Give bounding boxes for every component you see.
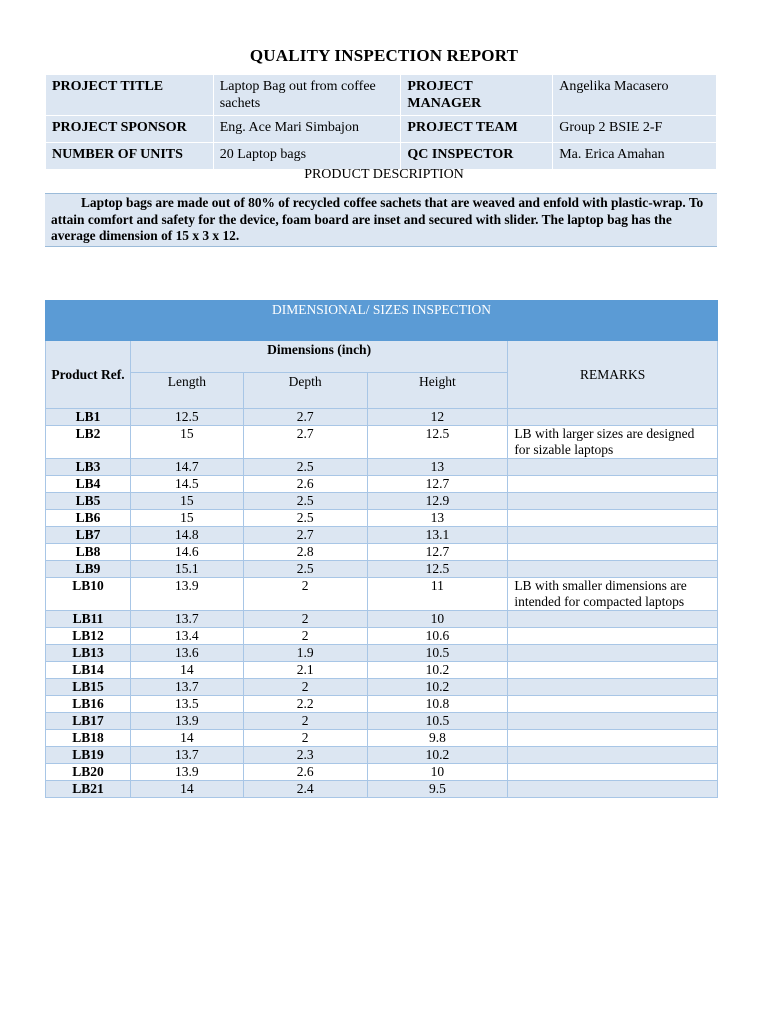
cell-remarks [508,459,718,476]
cell-length: 13.7 [130,679,243,696]
cell-remarks [508,628,718,645]
cell-ref: LB19 [46,747,131,764]
table-row [46,544,718,561]
cell-length: 13.9 [130,713,243,730]
project-sponsor-label: PROJECT SPONSOR [46,116,214,143]
table-row [46,662,718,679]
cell-ref: LB3 [46,459,131,476]
cell-height: 12.5 [367,561,508,578]
cell-remarks [508,409,718,426]
cell-depth: 2.6 [243,764,367,781]
cell-height: 10 [367,764,508,781]
table-row [46,781,718,798]
cell-height: 10.6 [367,628,508,645]
remarks-header: REMARKS [508,341,718,409]
inspection-banner: DIMENSIONAL/ SIZES INSPECTION [46,301,718,341]
cell-remarks [508,544,718,561]
project-manager-label: PROJECT MANAGER [401,75,553,116]
cell-height: 9.8 [367,730,508,747]
cell-length: 13.4 [130,628,243,645]
cell-ref: LB14 [46,662,131,679]
cell-height: 10.5 [367,713,508,730]
cell-depth: 2.1 [243,662,367,679]
info-row-title [46,75,717,116]
cell-height: 12 [367,409,508,426]
dimensions-header: Dimensions (inch) [130,341,507,373]
qc-inspector-label: QC INSPECTOR [401,143,553,170]
depth-header: Depth [243,373,367,409]
cell-length: 12.5 [130,409,243,426]
cell-ref: LB6 [46,510,131,527]
cell-height: 10.2 [367,662,508,679]
cell-height: 10.2 [367,747,508,764]
cell-depth: 2.5 [243,510,367,527]
table-row [46,628,718,645]
cell-length: 15 [130,510,243,527]
table-row [46,527,718,544]
cell-depth: 2.6 [243,476,367,493]
cell-depth: 2.7 [243,409,367,426]
cell-depth: 2 [243,611,367,628]
cell-ref: LB18 [46,730,131,747]
project-sponsor-value: Eng. Ace Mari Simbajon [213,116,401,143]
project-team-label: PROJECT TEAM [401,116,553,143]
cell-length: 15 [130,493,243,510]
cell-length: 14.8 [130,527,243,544]
table-row [46,578,718,611]
cell-remarks [508,561,718,578]
cell-remarks: LB with larger sizes are designed for sizable laptops [508,426,718,459]
qc-inspector-value: Ma. Erica Amahan [553,143,717,170]
table-row [46,645,718,662]
cell-length: 15 [130,426,243,459]
cell-remarks: LB with smaller dimensions are intended for compacted laptops [508,578,718,611]
cell-depth: 1.9 [243,645,367,662]
cell-depth: 2 [243,628,367,645]
cell-height: 10 [367,611,508,628]
table-row [46,493,718,510]
table-row [46,510,718,527]
cell-depth: 2.3 [243,747,367,764]
cell-remarks [508,764,718,781]
cell-remarks [508,493,718,510]
cell-ref: LB1 [46,409,131,426]
cell-ref: LB20 [46,764,131,781]
cell-length: 13.7 [130,611,243,628]
length-header: Length [130,373,243,409]
table-row [46,764,718,781]
cell-height: 12.5 [367,426,508,459]
units-label: NUMBER OF UNITS [46,143,214,170]
cell-depth: 2.7 [243,527,367,544]
cell-depth: 2 [243,679,367,696]
cell-depth: 2 [243,730,367,747]
cell-remarks [508,696,718,713]
units-value: 20 Laptop bags [213,143,401,170]
project-info-table [45,74,717,170]
height-header: Height [367,373,508,409]
project-title-label: PROJECT TITLE [46,75,214,116]
cell-height: 12.9 [367,493,508,510]
table-row [46,713,718,730]
cell-remarks [508,611,718,628]
cell-depth: 2.5 [243,561,367,578]
table-row [46,426,718,459]
cell-height: 12.7 [367,544,508,561]
cell-depth: 2.8 [243,544,367,561]
cell-remarks [508,645,718,662]
cell-length: 13.9 [130,578,243,611]
cell-length: 13.9 [130,764,243,781]
header-row [46,341,718,373]
cell-remarks [508,662,718,679]
table-row [46,730,718,747]
cell-remarks [508,476,718,493]
cell-ref: LB12 [46,628,131,645]
table-row [46,476,718,493]
cell-ref: LB13 [46,645,131,662]
table-row [46,561,718,578]
table-row [46,679,718,696]
product-description-box [45,193,717,247]
cell-ref: LB21 [46,781,131,798]
cell-remarks [508,713,718,730]
cell-height: 11 [367,578,508,611]
cell-depth: 2 [243,578,367,611]
info-row-units [46,143,717,170]
inspection-rows [46,409,718,798]
cell-remarks [508,527,718,544]
cell-depth: 2 [243,713,367,730]
cell-length: 13.7 [130,747,243,764]
inspection-table [45,300,718,798]
cell-height: 13 [367,459,508,476]
cell-length: 13.5 [130,696,243,713]
cell-remarks [508,510,718,527]
cell-height: 10.5 [367,645,508,662]
cell-depth: 2.4 [243,781,367,798]
project-title-value: Laptop Bag out from coffee sachets [213,75,401,116]
cell-length: 14.7 [130,459,243,476]
cell-height: 12.7 [367,476,508,493]
cell-ref: LB10 [46,578,131,611]
table-row [46,459,718,476]
cell-ref: LB2 [46,426,131,459]
cell-ref: LB5 [46,493,131,510]
cell-height: 13 [367,510,508,527]
table-row [46,611,718,628]
table-row [46,409,718,426]
cell-depth: 2.7 [243,426,367,459]
inspection-banner-row [46,301,718,341]
cell-remarks [508,679,718,696]
cell-length: 14 [130,781,243,798]
cell-height: 9.5 [367,781,508,798]
report-title: QUALITY INSPECTION REPORT [249,46,519,65]
cell-depth: 2.5 [243,493,367,510]
cell-depth: 2.5 [243,459,367,476]
project-manager-value: Angelika Macasero [553,75,717,116]
cell-length: 14.5 [130,476,243,493]
table-row [46,747,718,764]
cell-ref: LB8 [46,544,131,561]
project-team-value: Group 2 BSIE 2-F [553,116,717,143]
product-ref-header: Product Ref. [46,341,131,409]
cell-ref: LB16 [46,696,131,713]
product-description-text: Laptop bags are made out of 80% of recycled coffee sachets that are weaved and enfold with plastic-wrap. To attain comfort and safety for the device, foam board are inset and secured with slider. The laptop bag has the average dimension of 15 x 3 x 12. [51,195,704,243]
product-description-heading: PRODUCT DESCRIPTION [304,167,464,182]
cell-ref: LB17 [46,713,131,730]
cell-length: 13.6 [130,645,243,662]
cell-ref: LB11 [46,611,131,628]
cell-length: 14 [130,662,243,679]
cell-remarks [508,730,718,747]
cell-ref: LB7 [46,527,131,544]
info-row-sponsor [46,116,717,143]
table-row [46,696,718,713]
cell-length: 15.1 [130,561,243,578]
cell-length: 14 [130,730,243,747]
cell-remarks [508,747,718,764]
cell-height: 10.8 [367,696,508,713]
cell-ref: LB15 [46,679,131,696]
cell-depth: 2.2 [243,696,367,713]
cell-ref: LB4 [46,476,131,493]
cell-ref: LB9 [46,561,131,578]
cell-height: 13.1 [367,527,508,544]
cell-length: 14.6 [130,544,243,561]
cell-remarks [508,781,718,798]
cell-height: 10.2 [367,679,508,696]
